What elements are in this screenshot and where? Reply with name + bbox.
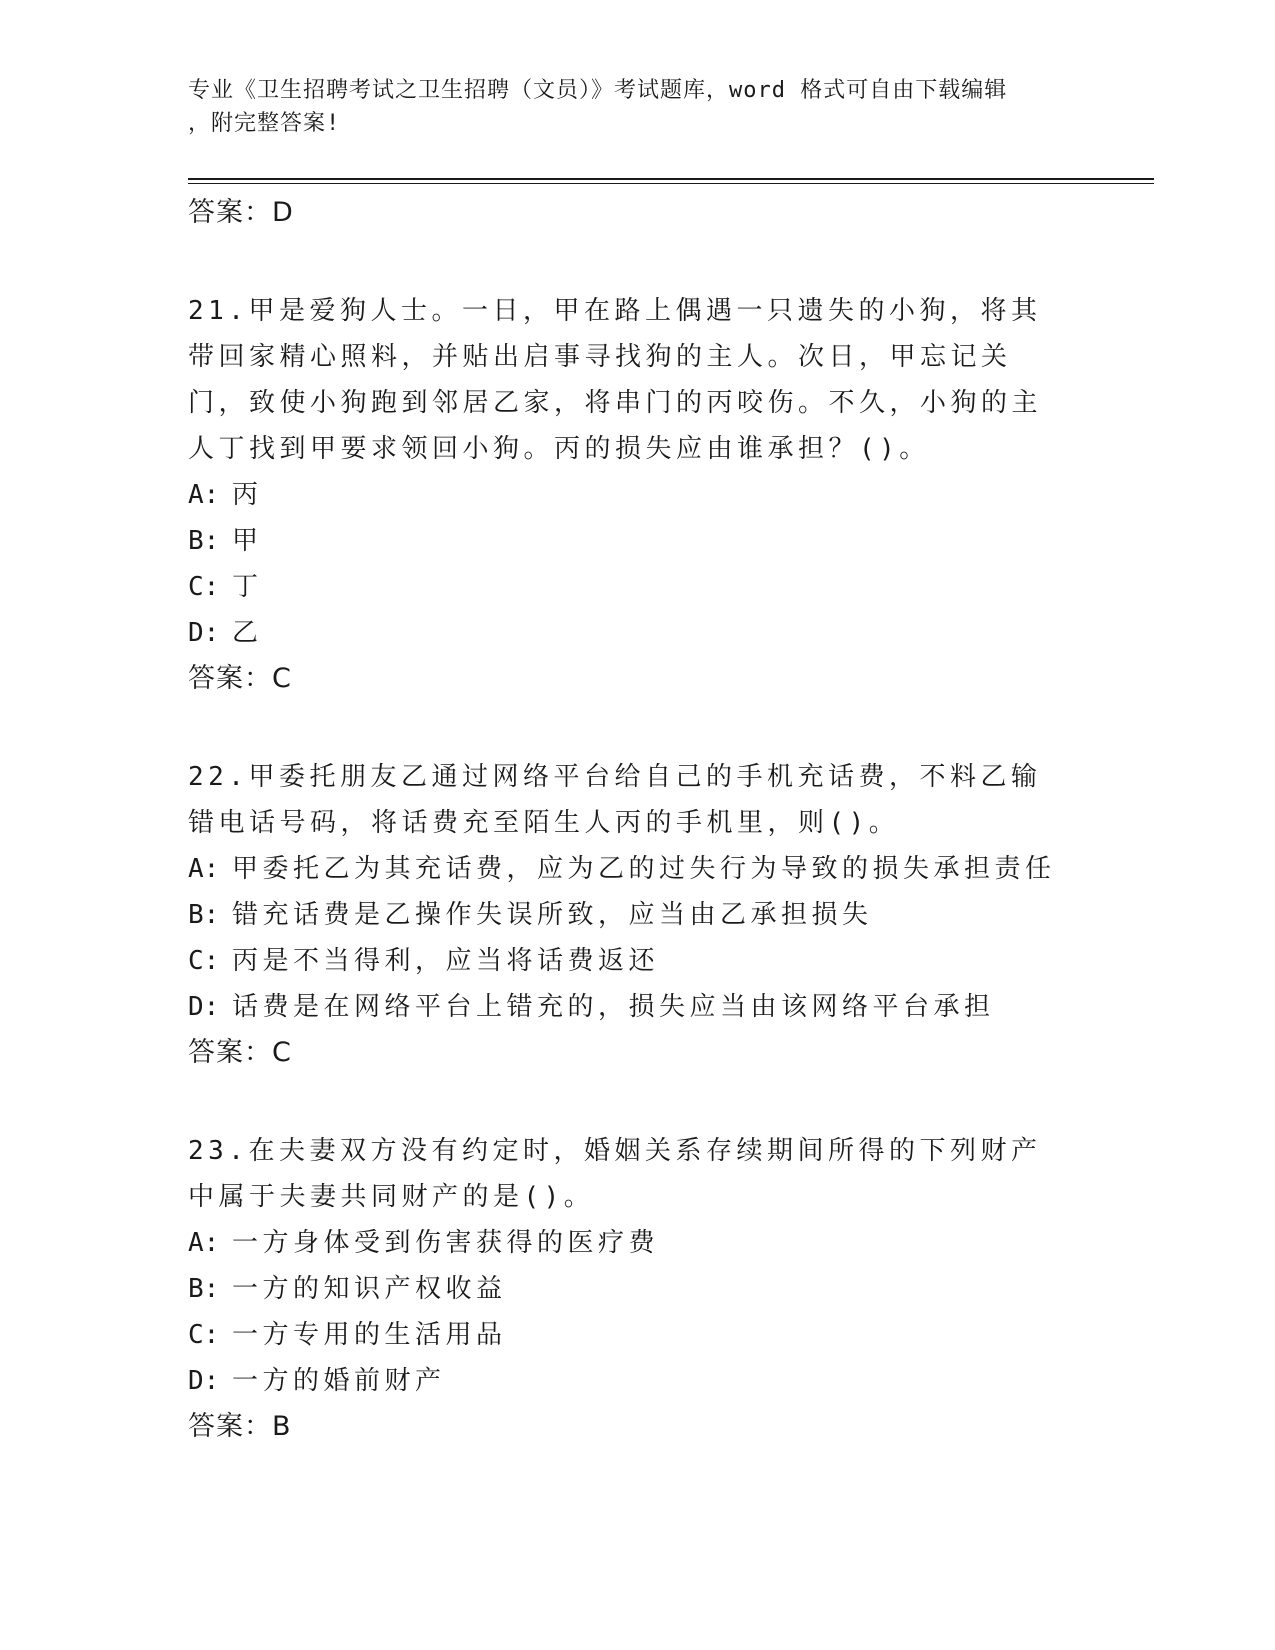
option-letter: D: [188,992,220,1022]
option-text: 丙是不当得利，应当将话费返还 [232,946,660,976]
answer-line: 答案：B [188,1411,292,1442]
option-a [188,1220,1088,1266]
option-text: 一方专用的生活用品 [232,1320,507,1350]
answer-line: 答案：C [188,663,292,694]
option-d [188,984,1088,1030]
question-text: 23.在夫妻双方没有约定时，婚姻关系存续期间所得的下列财产中属于夫妻共同财产的是()。 [188,1136,1042,1212]
question-text: 22.甲委托朋友乙通过网络平台给自己的手机充话费，不料乙输错电话号码，将话费充至陌生人丙的手机里，则()。 [188,762,1042,838]
question-23 [188,1128,1088,1450]
answer-line: 答案：C [188,1037,292,1068]
option-b [188,518,1088,564]
option-letter: B: [188,1274,220,1304]
header-rule-thick [188,178,1154,180]
header-line-2: ，附完整答案! [188,111,341,136]
option-letter: C: [188,1320,220,1350]
option-b [188,892,1088,938]
option-text: 话费是在网络平台上错充的，损失应当由该网络平台承担 [232,992,995,1022]
option-letter: D: [188,618,220,648]
option-c [188,564,1088,610]
option-letter: A: [188,480,220,510]
option-letter: A: [188,1228,220,1258]
question-21 [188,288,1088,702]
option-b [188,1266,1088,1312]
option-d [188,1358,1088,1404]
question-text: 21.甲是爱狗人士。一日，甲在路上偶遇一只遗失的小狗，将其带回家精心照料，并贴出启事寻找狗的主人。次日，甲忘记关门，致使小狗跑到邻居乙家，将串门的丙咬伤。不久，小狗的主人丁找到甲要求领回小狗。丙的损失应由谁承担？()。 [188,296,1043,464]
option-text: 丁 [232,572,263,602]
option-letter: D: [188,1366,220,1396]
previous-answer: 答案：D [188,197,294,228]
option-letter: A: [188,854,220,884]
option-text: 一方的知识产权收益 [232,1274,507,1304]
option-text: 错充话费是乙操作失误所致，应当由乙承担损失 [232,900,873,930]
option-letter: B: [188,526,220,556]
option-letter: C: [188,572,220,602]
option-text: 甲 [232,526,263,556]
header-line-1: 专业《卫生招聘考试之卫生招聘（文员）》考试题库，word 格式可自由下载编辑 [188,78,1008,103]
option-text: 丙 [232,480,263,510]
option-letter: B: [188,900,220,930]
option-text: 一方身体受到伤害获得的医疗费 [232,1228,660,1258]
option-d [188,610,1088,656]
option-text: 一方的婚前财产 [232,1366,446,1396]
option-text: 乙 [232,618,263,648]
header-rule-thin [188,183,1154,184]
question-22 [188,754,1088,1076]
option-a [188,472,1088,518]
option-letter: C: [188,946,220,976]
option-a [188,846,1088,892]
document-header [188,74,1068,140]
option-text: 甲委托乙为其充话费，应为乙的过失行为导致的损失承担责任 [232,854,1056,884]
option-c [188,1312,1088,1358]
document-body [188,190,1088,1502]
option-c [188,938,1088,984]
